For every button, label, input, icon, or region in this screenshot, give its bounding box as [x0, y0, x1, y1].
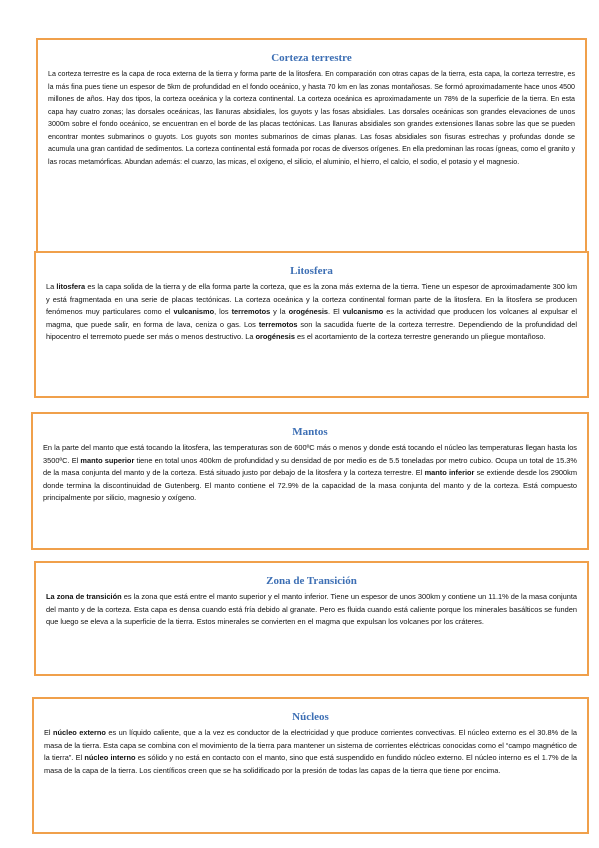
text-run: es el acortamiento de la corteza terrestre generando un pliegue montañoso. [294, 332, 546, 342]
section-zona-de-transicion [34, 561, 589, 676]
bold-term: terremotos [258, 319, 298, 329]
section-litosfera [34, 251, 589, 398]
bold-term: manto superior [80, 455, 135, 465]
section-body [44, 727, 577, 777]
text-run: y la [270, 307, 289, 317]
section-body [46, 591, 577, 629]
text-run: En la parte del manto que está tocando la litosfera, las temperaturas son de 600ºC más o menos y donde está tocando el núcleo las temperaturas llegan hasta los 3500ºC. El [43, 443, 577, 465]
bold-term: orogénesis [288, 307, 329, 317]
text-run: es la zona que está entre el manto superior y el manto inferior. Tiene un espesor de unos 300km y contiene un 11.1% de la masa conjunta del manto y de la corteza. Esta capa es densa cuando está fría debido al granate. Pero es fluida cuando está caliente porque los minerales basálticos se funden que luego se eleva a la superficie de la tierra. Estos minerales se convierten en el magma que expulsan los volcanes por los cráteres. [46, 592, 577, 627]
section-title: Mantos [292, 426, 328, 438]
section-corteza-terrestre [36, 38, 587, 261]
text-run: es sólido y no está en contacto con el manto, sino que está suspendido en fundido núcleo externo. El núcleo interno es el 1.7% de la masa de la capa de la tierra. Los científicos creen que se ha solidificado por la presión de todas las capas de la tierra que tiene por encima. [44, 753, 578, 775]
section-title: Núcleos [292, 711, 329, 723]
section-body [43, 442, 577, 505]
section-nucleos [32, 697, 589, 834]
text-run: son la sacudida fuerte de la corteza terrestre. Dependiendo de la profundidad del hipocentro el terremoto puede ser más o menos destructivo. La [46, 319, 577, 342]
text-run: . El [328, 307, 343, 317]
section-body [48, 68, 575, 168]
text-run: El [44, 728, 53, 737]
section-title: Corteza terrestre [271, 52, 352, 64]
bold-term: manto inferior [424, 468, 475, 478]
bold-term: terremotos [231, 307, 271, 317]
section-title: Litosfera [290, 265, 333, 277]
text-run: La corteza terrestre es la capa de roca externa de la tierra y forma parte de la litosfera. En comparación con otras capas de la tierra, esta capa, la corteza terrestre, es la más fina pues tiene un espesor de 5km de profundidad en el fondo oceánico, y hasta 70 km en las zonas montañosas. Se formó aproximadamente hace unos 4500 millones de años. Hay dos tipos, la corteza oceánica y la corteza continental. La corteza oceánica es aproximadamente un 78% de la superficie de la tierra. En esta capa hay cuatro zonas; las dorsales oceánicas, las llanuras absidiales, los guyots y las fosas absidiales. Las dorsales oceánicas son grandes elevaciones de unos 3000m sobre el fondo oceánico, se encuentran en el borde de las placas tectónicas. Las llanuras absidiales son grandes extensiones llanas sobre las que se pueden encontrar montes submarinos o guyots. Los guyots son montes submarinos de cimas planas. Las fosas absidiales son fisuras estrechas y profundas donde se acumula una gran cantidad de sedimentos. La corteza continental está formada por rocas de diversos orígenes. En ella predominan las rocas ígneas, como el granito y las rocas metamórficas. Abundan además: el cuarzo, las micas, el oxígeno, el silicio, el aluminio, el hierro, el calcio, el sodio, el potasio y el magnesio. [48, 70, 575, 166]
text-run: La [46, 282, 57, 291]
bold-term: orogénesis [255, 332, 295, 342]
text-run: , los [214, 307, 232, 317]
text-run: es la capa solida de la tierra y de ella forma parte la corteza, que es la zona más externa de la tierra. Tiene un espesor de aproximadamente 300 km y está fragmentada en una serie de placas tectónicas. La corteza oceánica y la corteza continental forman parte de la litosfera. En la litosfera se producen fenómenos muy particulares como el [46, 282, 577, 317]
text-run: es un líquido caliente, que a la vez es conductor de la electricidad y que produce corrientes convectivas. El núcleo externo es el 30.8% de la masa de la tierra. Esta capa se combina con el movimiento de la tierra para mantener un sistema de corrientes eléctricas conocidas como el “campo magnético de la tierra”. El [44, 728, 578, 763]
bold-term: núcleo externo [53, 728, 106, 737]
text-run: es la actividad que producen los volcanes al expulsar el magma, que puede salir, en forma de lava, ceniza o gas. Los [46, 307, 578, 329]
text-run: tiene en total unos 400km de profundidad y su densidad de por medio es de 5.5 toneladas por metro cubico. Ocupa un total de 15.3% de la masa conjunta del manto y de la corteza. Está situado justo por debajo de la litosfera y la corteza terrestre. El [43, 455, 577, 478]
bold-term: vulcanismo [342, 307, 384, 317]
section-title: Zona de Transición [266, 575, 357, 587]
bold-term: litosfera [56, 282, 86, 291]
section-mantos [31, 412, 589, 550]
bold-term: La zona de transición [46, 592, 122, 601]
text-run: se extiende desde los 2900km donde termina la discontinuidad de Gutenberg. El manto contiene el 72.9% de la capacidad de la masa conjunta del manto y de la corteza. Está compuesto principalmente por silicio, magnesio y oxígeno. [43, 468, 577, 503]
section-body [46, 281, 577, 344]
bold-term: núcleo interno [84, 753, 136, 763]
bold-term: vulcanismo [173, 307, 215, 317]
